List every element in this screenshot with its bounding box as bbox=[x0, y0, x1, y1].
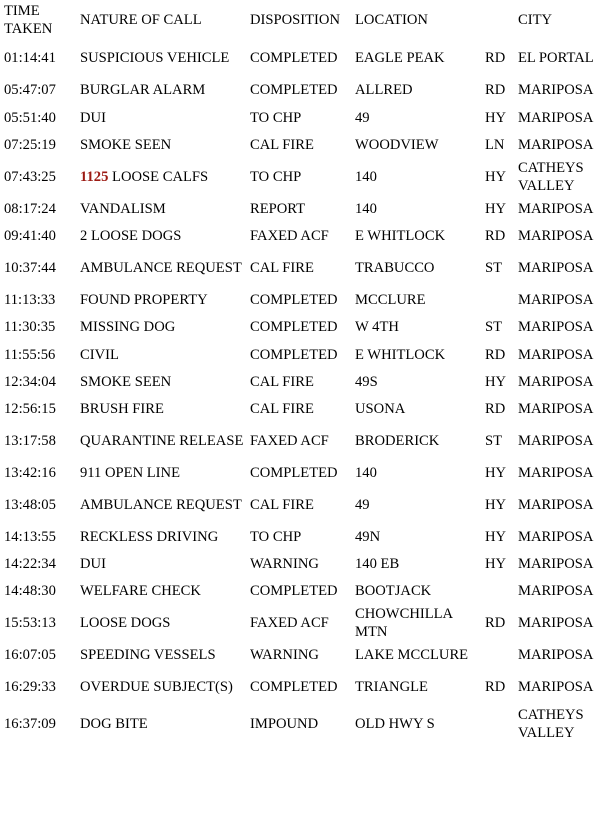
table-row bbox=[0, 395, 614, 422]
cell-time: 11:13:33 bbox=[4, 291, 56, 308]
cell-disposition: CAL FIRE bbox=[250, 373, 314, 390]
nature-text: OVERDUE SUBJECT(S) bbox=[80, 679, 233, 696]
table-row bbox=[0, 77, 614, 104]
cell-city: MARIPOSA bbox=[518, 228, 594, 245]
cell-nature bbox=[76, 222, 246, 249]
table-row bbox=[0, 459, 614, 486]
cell-nature bbox=[76, 642, 246, 669]
cell-city: MARIPOSA bbox=[518, 401, 594, 418]
cell-city: EL PORTAL bbox=[518, 50, 594, 67]
cell-street-suffix: HY bbox=[485, 200, 507, 217]
table-row bbox=[0, 40, 614, 77]
cell-street-suffix: HY bbox=[485, 373, 507, 390]
cell-street-suffix: RD bbox=[485, 50, 506, 67]
cell-disposition: TO CHP bbox=[250, 109, 302, 126]
cell-location: E WHITLOCK bbox=[355, 346, 446, 363]
cell-time: 07:25:19 bbox=[4, 136, 56, 153]
cell-nature bbox=[76, 131, 246, 158]
table-row bbox=[0, 642, 614, 669]
cell-time: 15:53:13 bbox=[4, 615, 56, 632]
cell-nature bbox=[76, 368, 246, 395]
nature-text: BRUSH FIRE bbox=[80, 401, 164, 418]
nature-text: SMOKE SEEN bbox=[80, 373, 172, 390]
cell-time: 16:29:33 bbox=[4, 679, 56, 696]
cell-disposition: TO CHP bbox=[250, 168, 302, 185]
cell-city: CATHEYS VALLEY bbox=[518, 706, 584, 741]
cell-location: 140 bbox=[355, 168, 377, 185]
cell-location: OLD HWY S bbox=[355, 715, 435, 732]
cell-time: 13:48:05 bbox=[4, 496, 56, 513]
nature-text: LOOSE DOGS bbox=[80, 615, 171, 632]
cell-time: 16:37:09 bbox=[4, 715, 56, 732]
table-row bbox=[0, 341, 614, 368]
cell-street-suffix bbox=[481, 578, 514, 605]
cell-disposition: COMPLETED bbox=[250, 291, 338, 308]
cell-nature bbox=[76, 523, 246, 550]
cell-street-suffix: RD bbox=[485, 228, 506, 245]
cell-nature bbox=[76, 341, 246, 368]
nature-text: RECKLESS DRIVING bbox=[80, 528, 219, 545]
cell-city: MARIPOSA bbox=[518, 259, 594, 276]
cell-nature bbox=[76, 459, 246, 486]
table-row bbox=[0, 551, 614, 578]
cell-city: MARIPOSA bbox=[518, 136, 594, 153]
cell-time: 13:17:58 bbox=[4, 433, 56, 450]
cell-street-suffix: RD bbox=[485, 82, 506, 99]
cell-city: CATHEYS VALLEY bbox=[518, 159, 584, 194]
table-row bbox=[0, 195, 614, 222]
nature-text: QUARANTINE RELEASE bbox=[80, 433, 244, 450]
table-row bbox=[0, 104, 614, 131]
cell-city: MARIPOSA bbox=[518, 679, 594, 696]
cell-time: 05:47:07 bbox=[4, 82, 56, 99]
cell-time: 14:13:55 bbox=[4, 528, 56, 545]
cell-location: 49 bbox=[355, 496, 370, 513]
cell-time: 16:07:05 bbox=[4, 647, 56, 664]
cell-time: 08:17:24 bbox=[4, 200, 56, 217]
cell-disposition: REPORT bbox=[250, 200, 306, 217]
nature-text: LOOSE CALFS bbox=[112, 168, 209, 185]
cell-nature bbox=[76, 669, 246, 706]
cell-street-suffix: HY bbox=[485, 464, 507, 481]
cell-city: MARIPOSA bbox=[518, 82, 594, 99]
table-row bbox=[0, 605, 614, 642]
cell-nature bbox=[76, 104, 246, 131]
cell-city: MARIPOSA bbox=[518, 556, 594, 573]
cell-disposition: COMPLETED bbox=[250, 50, 338, 67]
cell-street-suffix bbox=[481, 706, 514, 743]
header-nature-of-call: NATURE OF CALL bbox=[80, 12, 202, 28]
nature-text: AMBULANCE REQUEST bbox=[80, 496, 242, 513]
cell-street-suffix: HY bbox=[485, 528, 507, 545]
nature-text: FOUND PROPERTY bbox=[80, 291, 208, 308]
cell-disposition: COMPLETED bbox=[250, 679, 338, 696]
cell-disposition: COMPLETED bbox=[250, 82, 338, 99]
nature-text: 911 OPEN LINE bbox=[80, 464, 180, 481]
cell-street-suffix: RD bbox=[485, 346, 506, 363]
nature-text: DOG BITE bbox=[80, 715, 148, 732]
cell-location: TRIANGLE bbox=[355, 679, 428, 696]
cell-time: 09:41:40 bbox=[4, 228, 56, 245]
cell-city: MARIPOSA bbox=[518, 346, 594, 363]
nature-text: WELFARE CHECK bbox=[80, 583, 201, 600]
cell-nature bbox=[76, 605, 246, 642]
cell-city: MARIPOSA bbox=[518, 615, 594, 632]
table-row bbox=[0, 368, 614, 395]
cell-time: 11:30:35 bbox=[4, 319, 56, 336]
table-row bbox=[0, 158, 614, 195]
cell-time: 13:42:16 bbox=[4, 464, 56, 481]
cell-disposition: FAXED ACF bbox=[250, 433, 329, 450]
cell-street-suffix: HY bbox=[485, 109, 507, 126]
cell-location: MCCLURE bbox=[355, 291, 426, 308]
table-row bbox=[0, 222, 614, 249]
cell-city: MARIPOSA bbox=[518, 464, 594, 481]
cell-city: MARIPOSA bbox=[518, 109, 594, 126]
cell-nature bbox=[76, 551, 246, 578]
call-code: 1125 bbox=[80, 168, 109, 185]
cell-location: W 4TH bbox=[355, 319, 399, 336]
cell-street-suffix: RD bbox=[485, 401, 506, 418]
cell-street-suffix: HY bbox=[485, 496, 507, 513]
cell-time: 12:34:04 bbox=[4, 373, 56, 390]
cell-location: EAGLE PEAK bbox=[355, 50, 445, 67]
nature-text: SPEEDING VESSELS bbox=[80, 647, 216, 664]
cell-location: LAKE MCCLURE bbox=[355, 647, 469, 664]
table-row bbox=[0, 706, 614, 743]
cell-street-suffix: ST bbox=[485, 259, 503, 276]
cell-location: 140 EB bbox=[355, 556, 400, 573]
table-row bbox=[0, 578, 614, 605]
cell-city: MARIPOSA bbox=[518, 291, 594, 308]
nature-text: SMOKE SEEN bbox=[80, 136, 172, 153]
cell-street-suffix bbox=[481, 642, 514, 669]
cell-location: CHOWCHILLA MTN bbox=[355, 606, 453, 641]
cell-nature bbox=[76, 578, 246, 605]
cell-location: 49N bbox=[355, 528, 381, 545]
cell-disposition: CAL FIRE bbox=[250, 401, 314, 418]
cell-nature bbox=[76, 250, 246, 287]
cell-location: WOODVIEW bbox=[355, 136, 439, 153]
cell-location: ALLRED bbox=[355, 82, 413, 99]
cell-city: MARIPOSA bbox=[518, 200, 594, 217]
cell-location: E WHITLOCK bbox=[355, 228, 446, 245]
cell-street-suffix: RD bbox=[485, 679, 506, 696]
cell-location: 140 bbox=[355, 464, 377, 481]
cell-nature bbox=[76, 423, 246, 460]
cell-disposition: COMPLETED bbox=[250, 464, 338, 481]
cell-city: MARIPOSA bbox=[518, 373, 594, 390]
cell-nature bbox=[76, 706, 246, 743]
table-row bbox=[0, 250, 614, 287]
cell-time: 14:22:34 bbox=[4, 556, 56, 573]
nature-text: MISSING DOG bbox=[80, 319, 176, 336]
nature-text: DUI bbox=[80, 556, 106, 573]
header-disposition: DISPOSITION bbox=[250, 12, 340, 28]
cell-street-suffix: ST bbox=[485, 319, 503, 336]
cell-disposition: TO CHP bbox=[250, 528, 302, 545]
nature-text: SUSPICIOUS VEHICLE bbox=[80, 50, 230, 67]
cell-location: TRABUCCO bbox=[355, 259, 435, 276]
cell-location: BRODERICK bbox=[355, 433, 440, 450]
cell-nature bbox=[76, 77, 246, 104]
cell-location: BOOTJACK bbox=[355, 583, 432, 600]
table-row bbox=[0, 523, 614, 550]
cell-disposition: FAXED ACF bbox=[250, 228, 329, 245]
cell-nature bbox=[76, 158, 246, 195]
cell-disposition: WARNING bbox=[250, 647, 319, 664]
cell-nature bbox=[76, 195, 246, 222]
cell-disposition: WARNING bbox=[250, 556, 319, 573]
cell-disposition: IMPOUND bbox=[250, 715, 319, 732]
cell-city: MARIPOSA bbox=[518, 583, 594, 600]
cell-disposition: COMPLETED bbox=[250, 319, 338, 336]
cell-street-suffix: LN bbox=[485, 136, 505, 153]
nature-text: DUI bbox=[80, 109, 106, 126]
cell-city: MARIPOSA bbox=[518, 433, 594, 450]
cell-nature bbox=[76, 314, 246, 341]
cell-time: 10:37:44 bbox=[4, 259, 56, 276]
nature-text: AMBULANCE REQUEST bbox=[80, 259, 242, 276]
cell-city: MARIPOSA bbox=[518, 647, 594, 664]
cell-disposition: FAXED ACF bbox=[250, 615, 329, 632]
table-row bbox=[0, 423, 614, 460]
cell-location: 49S bbox=[355, 373, 378, 390]
cell-location: 49 bbox=[355, 109, 370, 126]
cell-street-suffix: HY bbox=[485, 168, 507, 185]
table-row bbox=[0, 669, 614, 706]
cell-time: 07:43:25 bbox=[4, 168, 56, 185]
cell-city: MARIPOSA bbox=[518, 496, 594, 513]
header-city: CITY bbox=[518, 12, 553, 28]
cell-location: 140 bbox=[355, 200, 377, 217]
cell-disposition: CAL FIRE bbox=[250, 259, 314, 276]
cell-nature bbox=[76, 487, 246, 524]
cell-nature bbox=[76, 286, 246, 313]
cell-disposition: COMPLETED bbox=[250, 346, 338, 363]
cell-street-suffix: RD bbox=[485, 615, 506, 632]
header-location: LOCATION bbox=[355, 12, 428, 28]
nature-text: CIVIL bbox=[80, 346, 119, 363]
nature-text: VANDALISM bbox=[80, 200, 166, 217]
cell-time: 12:56:15 bbox=[4, 401, 56, 418]
cell-street-suffix: ST bbox=[485, 433, 503, 450]
cell-location: USONA bbox=[355, 401, 406, 418]
table-header-row bbox=[0, 0, 614, 40]
table-row bbox=[0, 487, 614, 524]
cell-nature bbox=[76, 40, 246, 77]
cell-street-suffix: HY bbox=[485, 556, 507, 573]
cell-time: 11:55:56 bbox=[4, 346, 56, 363]
cell-city: MARIPOSA bbox=[518, 319, 594, 336]
cell-disposition: CAL FIRE bbox=[250, 496, 314, 513]
cell-street-suffix bbox=[481, 286, 514, 313]
table-row bbox=[0, 286, 614, 313]
cell-nature bbox=[76, 395, 246, 422]
cell-time: 05:51:40 bbox=[4, 109, 56, 126]
table-row bbox=[0, 314, 614, 341]
cell-disposition: COMPLETED bbox=[250, 583, 338, 600]
nature-text: BURGLAR ALARM bbox=[80, 82, 206, 99]
cell-disposition: CAL FIRE bbox=[250, 136, 314, 153]
cell-time: 01:14:41 bbox=[4, 50, 56, 67]
nature-text: 2 LOOSE DOGS bbox=[80, 228, 182, 245]
cell-time: 14:48:30 bbox=[4, 583, 56, 600]
table-row bbox=[0, 131, 614, 158]
header-time-taken: TIME TAKEN bbox=[4, 3, 53, 37]
cell-city: MARIPOSA bbox=[518, 528, 594, 545]
